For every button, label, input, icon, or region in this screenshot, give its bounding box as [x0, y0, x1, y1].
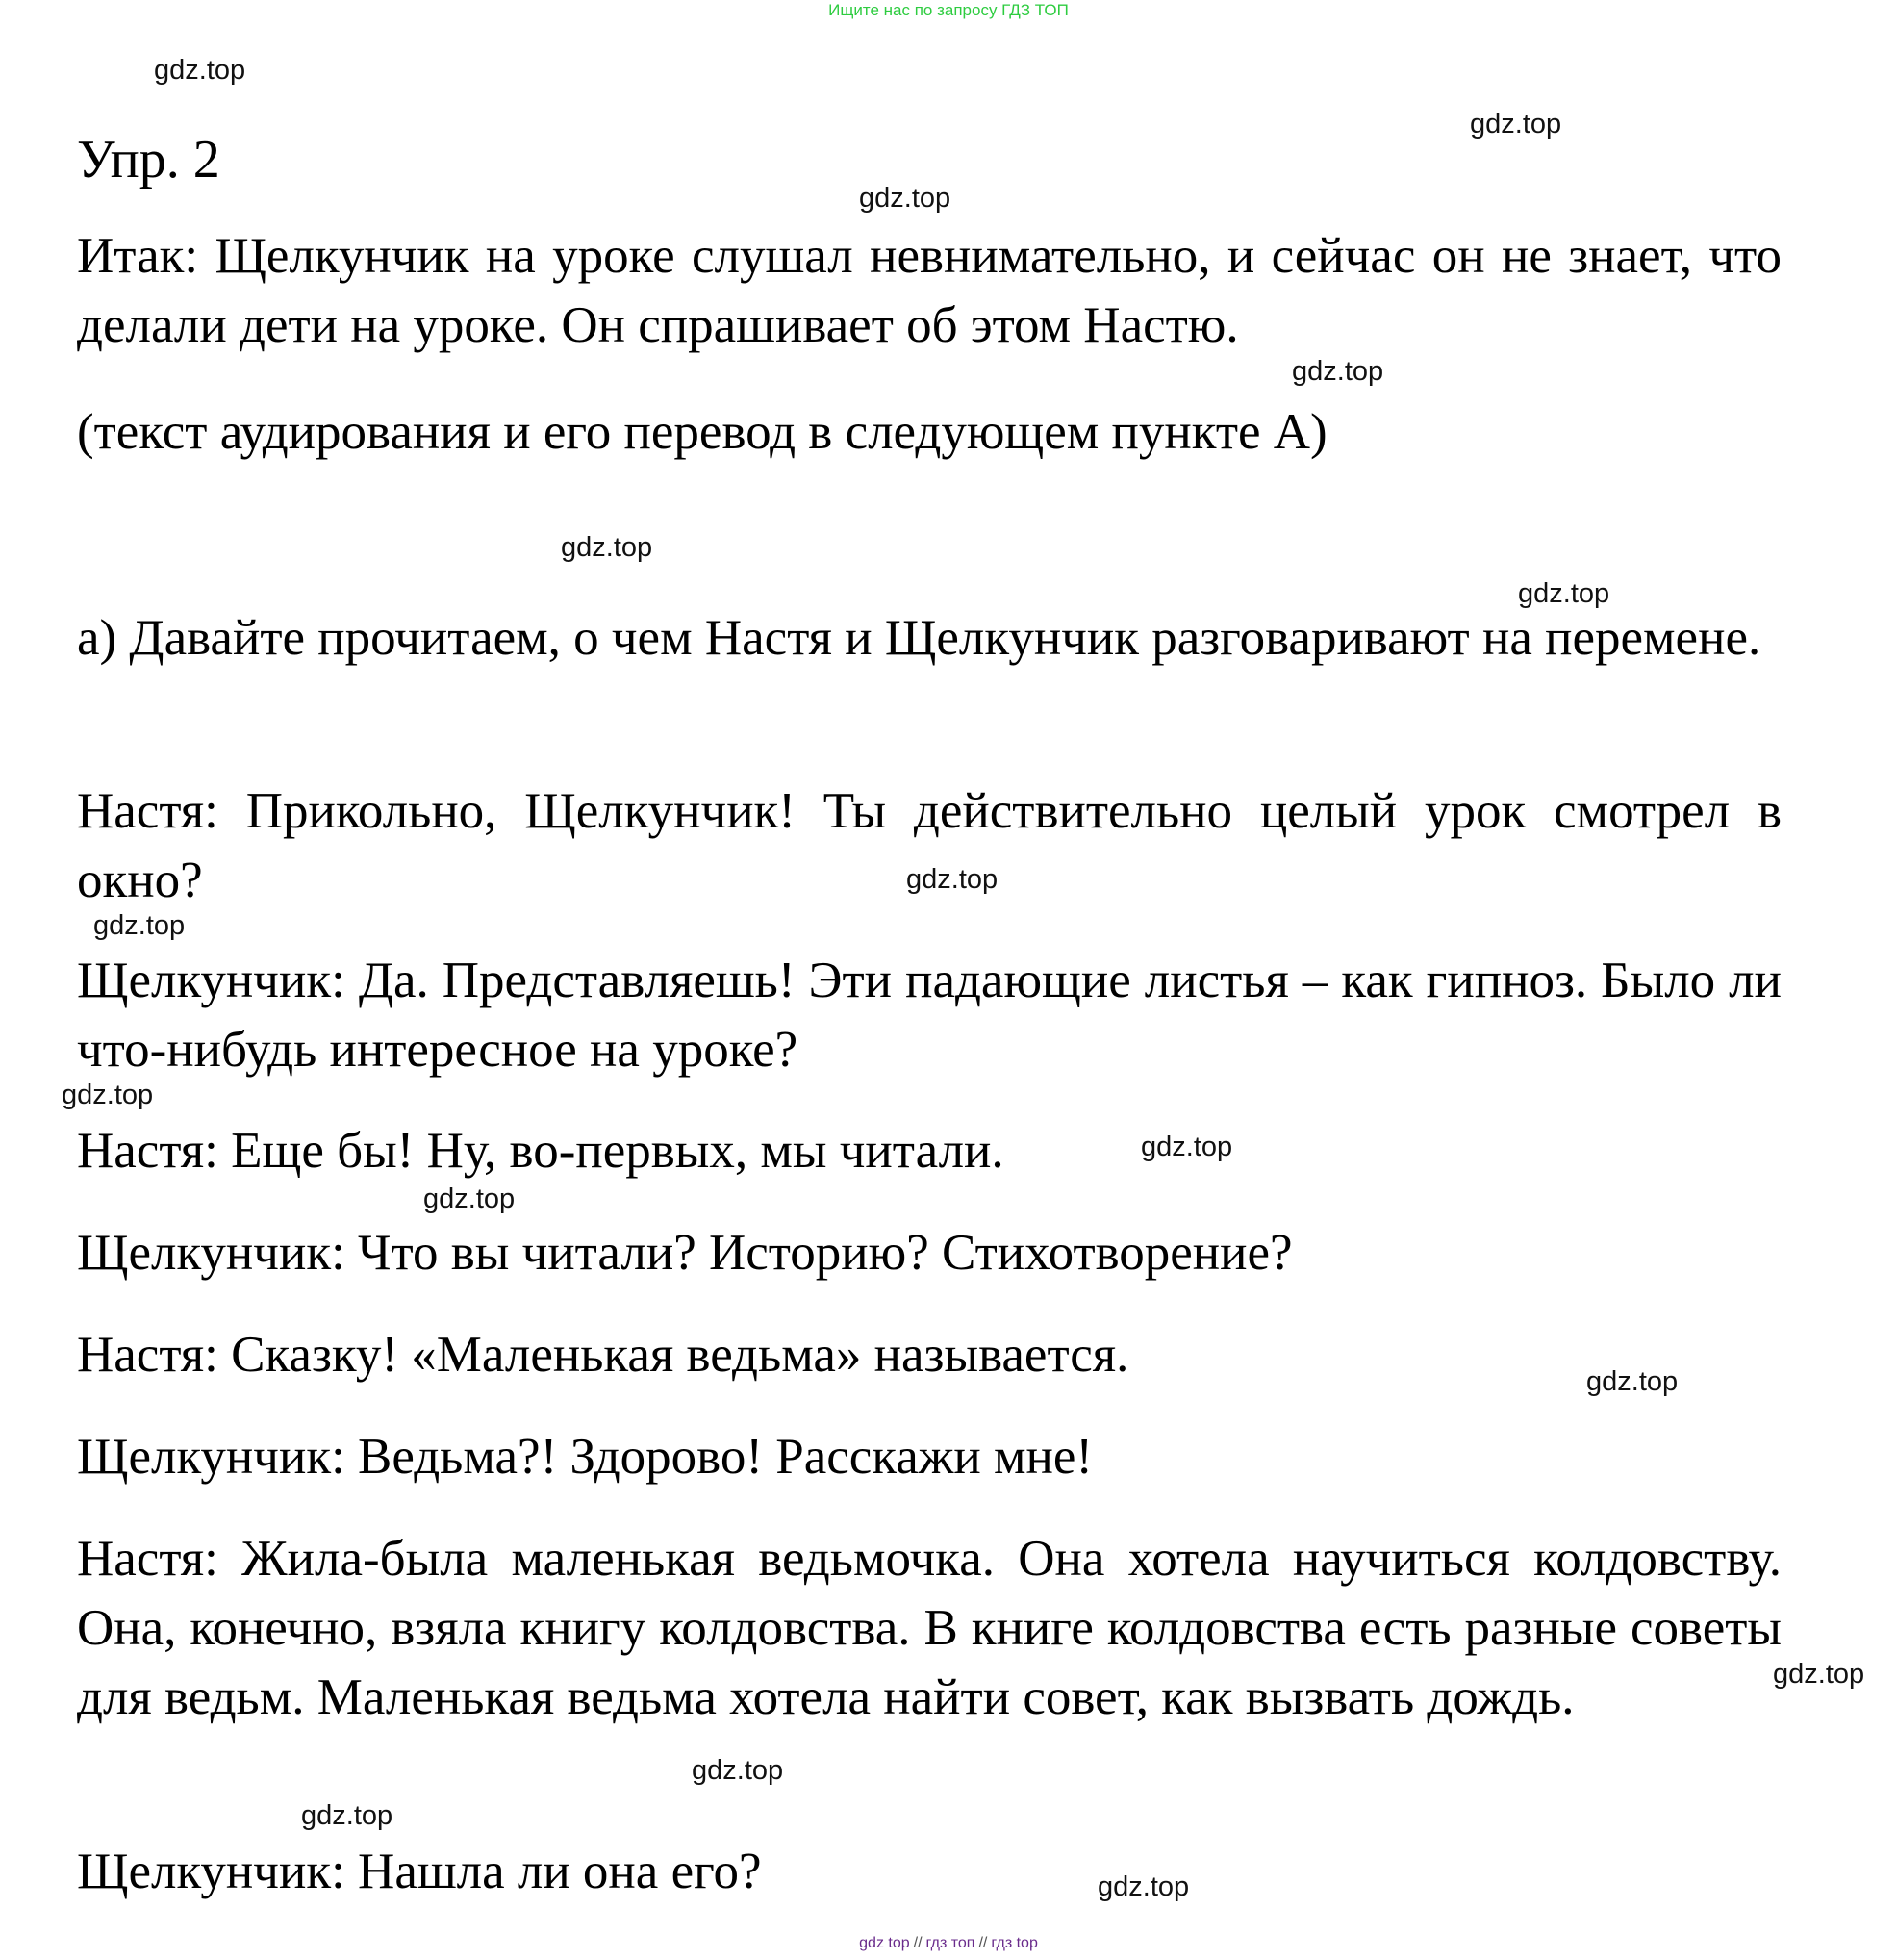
task-a-paragraph: а) Давайте прочитаем, о чем Настя и Щелкунчик разговаривают на перемене. — [77, 610, 1761, 666]
dialogue-line: Настя: Прикольно, Щелкунчик! Ты действительно целый урок смотрел в окно? — [77, 783, 1782, 908]
dialogue-line: Щелкунчик: Да. Представляешь! Эти падающие листья – как гипноз. Было ли что-нибудь интересное на уроке? — [77, 953, 1782, 1078]
footer-link[interactable]: гдз top — [991, 1935, 1038, 1951]
watermark: gdz.top — [859, 183, 951, 214]
watermark: gdz.top — [1773, 1659, 1865, 1690]
watermark: gdz.top — [423, 1184, 516, 1214]
watermark: gdz.top — [301, 1800, 393, 1831]
dialogue-line: Настя: Сказку! «Маленькая ведьма» называется. — [77, 1327, 1129, 1383]
watermark: gdz.top — [1292, 356, 1384, 387]
watermark: gdz.top — [1586, 1366, 1679, 1397]
watermark: gdz.top — [906, 864, 999, 895]
watermark: gdz.top — [93, 910, 186, 941]
intro-paragraph: Итак: Щелкунчик на уроке слушал невнимательно, и сейчас он не знает, что делали дети на уроке. Он спрашивает об этом Настю. — [77, 228, 1782, 353]
dialogue-line: Щелкунчик: Нашла ли она его? — [77, 1844, 762, 1899]
top-banner[interactable]: Ищите нас по запросу ГДЗ ТОП — [828, 1, 1069, 19]
watermark: gdz.top — [1098, 1871, 1190, 1902]
watermark: gdz.top — [1470, 109, 1562, 140]
watermark: gdz.top — [561, 532, 653, 563]
watermark: gdz.top — [154, 55, 246, 86]
watermark: gdz.top — [1518, 578, 1610, 609]
footer-links — [0, 1933, 1897, 1954]
exercise-title: Упр. 2 — [77, 130, 220, 190]
footer-separator: // — [978, 1935, 988, 1951]
footer-link[interactable]: гдз топ — [925, 1935, 975, 1951]
dialogue-line: Щелкунчик: Что вы читали? Историю? Стихотворение? — [77, 1225, 1293, 1281]
dialogue-line: Настя: Жила-была маленькая ведьмочка. Она хотела научиться колдовству. Она, конечно, взяла книгу колдовства. В книге колдовства есть разные советы для ведьм. Маленькая ведьма хотела найти совет, как вызвать дождь. — [77, 1531, 1782, 1725]
footer-separator: // — [913, 1935, 923, 1951]
watermark: gdz.top — [692, 1755, 784, 1786]
dialogue-line: Настя: Еще бы! Ну, во-первых, мы читали. — [77, 1123, 1004, 1179]
dialogue-line: Щелкунчик: Ведьма?! Здорово! Расскажи мне! — [77, 1429, 1094, 1485]
footer-link[interactable]: gdz top — [859, 1935, 910, 1951]
watermark: gdz.top — [1141, 1132, 1233, 1162]
note-paragraph: (текст аудирования и его перевод в следующем пункте А) — [77, 404, 1328, 460]
watermark: gdz.top — [62, 1080, 154, 1110]
